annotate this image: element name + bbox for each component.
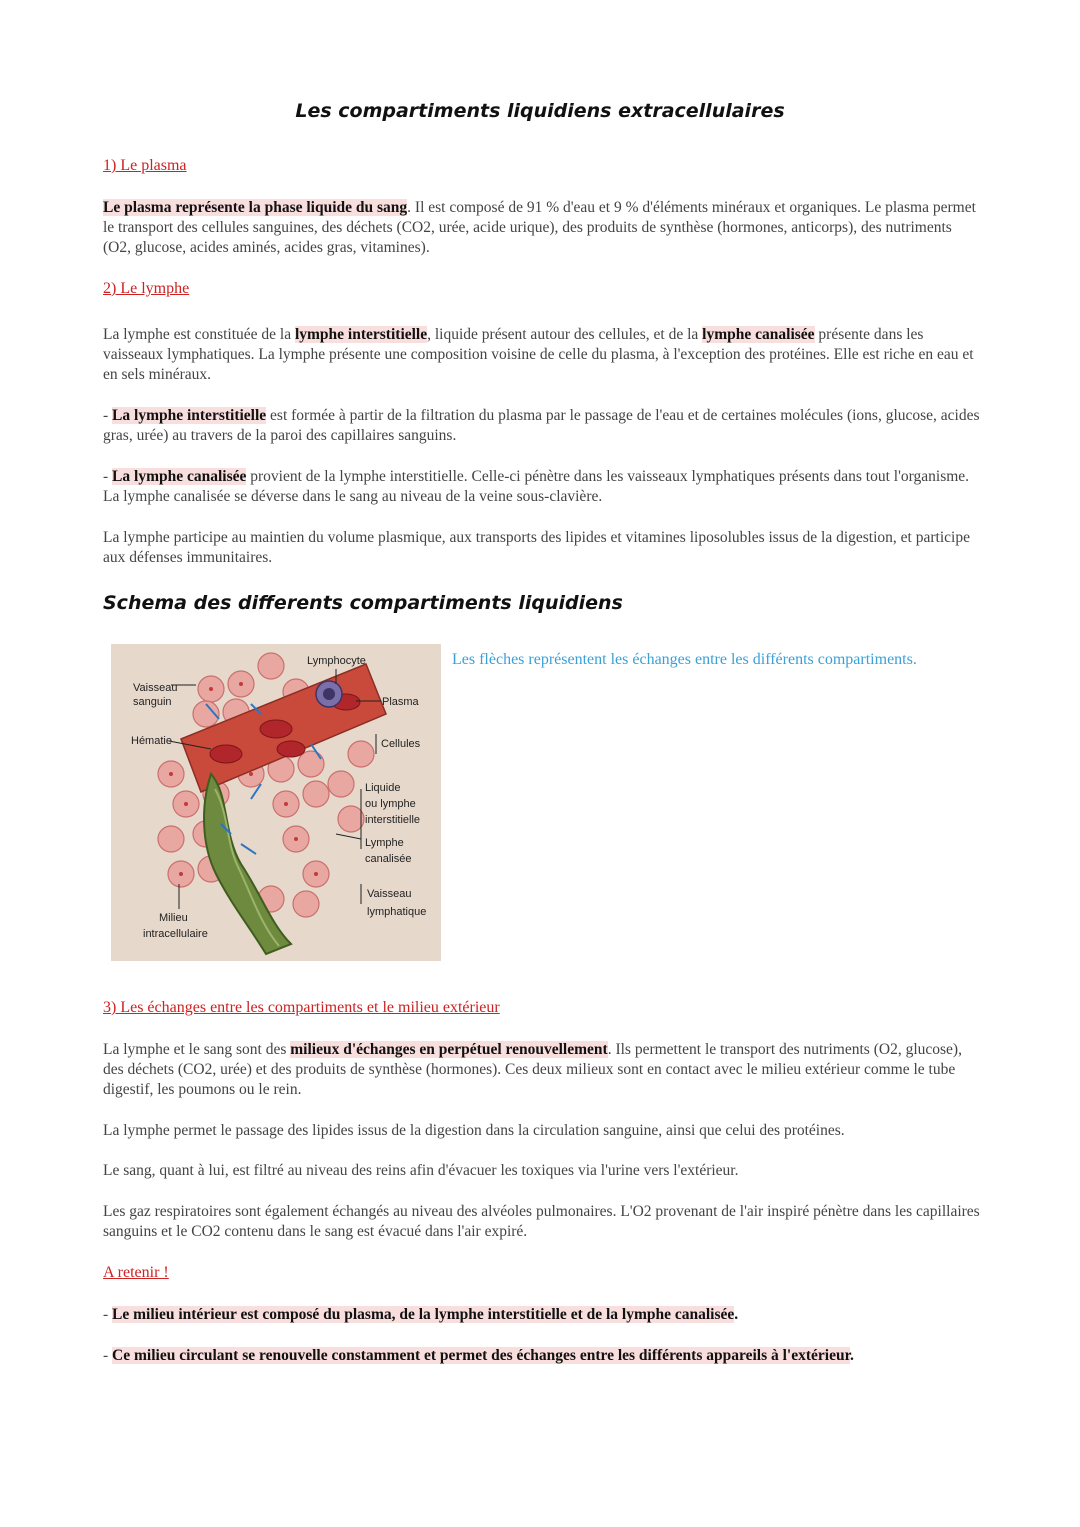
- label-vaisseau-lymphatique-1: Vaisseau: [367, 888, 412, 900]
- paragraph-echanges-4: Les gaz respiratoires sont également échangés au niveau des alvéoles pulmonaires. L'O2 provenant de l'air inspiré pénètre dans les capillaires sanguins et le CO2 contenu dans le sang est évacué dans l'air expiré.: [103, 1203, 980, 1240]
- section-heading-retenir: A retenir !: [103, 1264, 169, 1281]
- label-vaisseau-lymphatique-2: lymphatique: [367, 906, 427, 918]
- text: présente dans les vaisseaux lymphatiques. La lymphe présente une composition voisine de celle du plasma, à l'exception des protéines. Elle est riche en eau et en sels minéraux.: [103, 326, 974, 383]
- label-liquide-1: Liquide: [365, 782, 401, 794]
- dash: -: [103, 407, 113, 424]
- text: provient de la lymphe interstitielle. Celle-ci pénètre dans les vaisseaux lymphatiques présents dans tout l'organisme. La lymphe canalisée se déverse dans le sang au niveau de la veine sous-clavière.: [103, 468, 970, 505]
- paragraph-echanges-2: La lymphe permet le passage des lipides issus de la digestion dans la circulation sanguine, ainsi que celui des protéines.: [103, 1122, 845, 1139]
- schema-caption: Les flèches représentent les échanges entre les différents compartiments.: [452, 651, 917, 668]
- section-heading-echanges: 3) Les échanges entre les compartiments et le milieu extérieur: [103, 999, 500, 1016]
- retain-item-2: [103, 1346, 983, 1366]
- page-title: Les compartiments liquidiens extracellulaires: [295, 100, 785, 122]
- dash: -: [103, 1347, 113, 1364]
- section-heading-plasma: 1) Le plasma: [103, 157, 187, 174]
- retain-item-1: [103, 1305, 983, 1325]
- text: . Ils permettent le transport des nutriments (O2, glucose), des déchets (CO2, urée) et des produits de synthèse (hormones). Ces deux milieux sont en contact avec le milieu extérieur comme le tube digestif, les poumons ou le rein.: [103, 1041, 962, 1098]
- text: . Il est composé de 91 % d'eau et 9 % d'éléments minéraux et organiques. Le plasma permet le transport des cellules sanguines, des déchets (CO2, urée, acide urique), des produits de synthèse (hormones, anticorps), des nutriments (O2, glucose, acides aminés, acides gras, vitamines).: [103, 199, 976, 256]
- text: .: [850, 1347, 854, 1364]
- paragraph-echanges-1: [103, 1040, 983, 1100]
- label-cellules: Cellules: [381, 738, 421, 750]
- highlight: lymphe interstitielle: [294, 326, 428, 343]
- label-milieu-1: Milieu: [159, 912, 188, 924]
- label-liquide-2: ou lymphe: [365, 798, 416, 810]
- paragraph-lymphe-3: [103, 467, 983, 507]
- highlight: Le plasma représente la phase liquide du sang: [103, 199, 408, 216]
- label-lymphe-canalisee-2: canalisée: [365, 853, 412, 865]
- label-hematie: Hématie: [131, 735, 172, 747]
- highlight: milieux d'échanges en perpétuel renouvellement: [290, 1041, 608, 1058]
- text: La lymphe est constituée de la: [103, 326, 295, 343]
- highlight: Le milieu intérieur est composé du plasma, de la lymphe interstitielle et de la lymphe canalisée: [112, 1306, 735, 1323]
- label-lymphe-canalisee-1: Lymphe: [365, 837, 404, 849]
- paragraph-echanges-3: Le sang, quant à lui, est filtré au niveau des reins afin d'évacuer les toxiques via l'urine vers l'extérieur.: [103, 1162, 739, 1179]
- label-plasma: Plasma: [382, 696, 419, 708]
- paragraph-lymphe-4: La lymphe participe au maintien du volume plasmique, aux transports des lipides et vitamines liposolubles issus de la digestion, et participe aux défenses immunitaires.: [103, 529, 970, 566]
- section-heading-lymphe: 2) Le lymphe: [103, 280, 190, 297]
- label-liquide-3: interstitielle: [365, 814, 421, 826]
- dash: -: [103, 1306, 113, 1323]
- schema-figure: [111, 644, 441, 961]
- highlight: Ce milieu circulant se renouvelle constamment et permet des échanges entre les différents appareils à l'extérieur: [112, 1347, 851, 1364]
- dash: -: [103, 468, 113, 485]
- paragraph-lymphe-1: [103, 325, 983, 385]
- text: est formée à partir de la filtration du plasma par le passage de l'eau et de certaines molécules (ions, glucose, acides gras, urée) au travers de la paroi des capillaires sanguins.: [103, 407, 980, 444]
- text: , liquide présent autour des cellules, et de la: [427, 326, 703, 343]
- label-vaisseau-sanguin-2: sanguin: [133, 696, 172, 708]
- paragraph-plasma: [103, 198, 983, 258]
- highlight: La lymphe canalisée: [112, 468, 247, 485]
- highlight: La lymphe interstitielle: [112, 407, 267, 424]
- text: La lymphe et le sang sont des: [103, 1041, 291, 1058]
- text: .: [734, 1306, 739, 1323]
- label-lymphocyte: Lymphocyte: [307, 655, 366, 667]
- highlight: lymphe canalisée: [702, 326, 815, 343]
- schema-heading: Schema des differents compartiments liquidiens: [103, 592, 623, 614]
- label-vaisseau-sanguin-1: Vaisseau: [133, 682, 178, 694]
- paragraph-lymphe-2: [103, 406, 983, 446]
- label-milieu-2: intracellulaire: [143, 928, 208, 940]
